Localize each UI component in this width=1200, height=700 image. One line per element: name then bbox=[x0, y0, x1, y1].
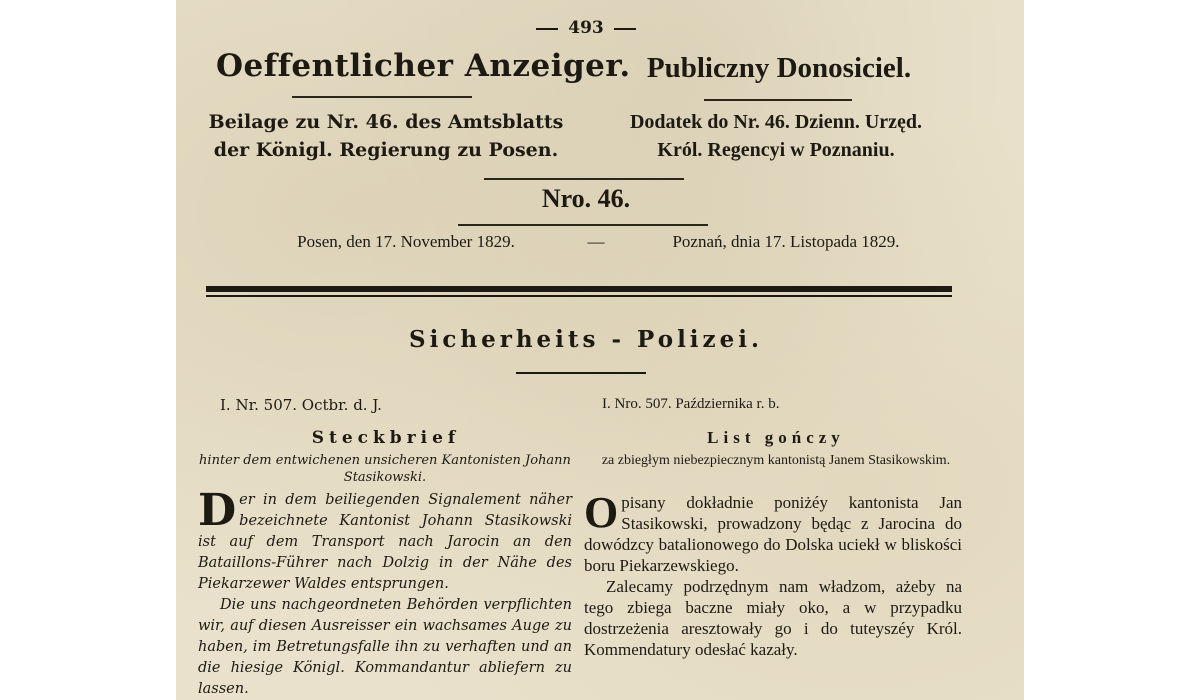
page-number bbox=[486, 18, 686, 38]
body-pl-paragraph-1: pisany dokładnie poniżéy kantonista Jan Stasikowski, prowadzony będąc z Jarocina do dowódzcy batalionowego do Dolska uciekł w bliskości boru Piekarzewskiego. bbox=[584, 493, 962, 575]
body-de-paragraph-2: Die uns nachgeordneten Behörden verpflichten wir, auf diesen Ausreisser ein wachsames Auge zu haben, im Betretungsfalle ihn zu verhaften und an die hiesige Königl. Kommandantur abliefern zu lassen. bbox=[198, 597, 572, 697]
page-number-text: 493 bbox=[568, 18, 604, 38]
article-body-polish bbox=[584, 488, 962, 660]
title-german: Oeffentlicher Anzeiger. bbox=[216, 48, 631, 84]
subtitle-polish bbox=[584, 108, 968, 164]
subtitle-de-line1: Beilage zu Nr. 46. des Amtsblatts bbox=[208, 111, 564, 133]
issue-rule-top bbox=[484, 178, 684, 180]
article-subheading-polish: za zbiegłym niebezpiecznym kantonistą Janem Stasikowskim. bbox=[601, 453, 951, 468]
dash-left bbox=[536, 28, 558, 30]
issue-rule-bottom bbox=[458, 224, 708, 226]
drop-cap-german: D bbox=[198, 485, 237, 536]
subtitle-pl-line1: Dodatek do Nr. 46. Dzienn. Urzęd. bbox=[629, 111, 923, 133]
article-body-german bbox=[198, 485, 572, 700]
masthead-thin-rule bbox=[206, 295, 952, 297]
article-heading-german: Steckbrief bbox=[311, 428, 461, 448]
title-polish: Publiczny Donosiciel. bbox=[646, 52, 912, 84]
title-rule-de bbox=[292, 96, 472, 98]
body-de-paragraph-1: er in dem beiliegenden Signalement näher bezeichnete Kantonist Johann Stasikowski ist auf dem Transport nach Jarocin an den Bataillons-Führer nach Dolzig in der Nähe des Piekarzewer Waldes entsprungen. bbox=[198, 492, 572, 592]
subtitle-pl-line2: Król. Regencyi w Poznaniu. bbox=[657, 139, 895, 161]
masthead-thick-rule bbox=[206, 286, 952, 292]
date-polish: Poznań, dnia 17. Listopada 1829. bbox=[672, 232, 900, 251]
section-rule bbox=[516, 372, 646, 374]
body-pl-paragraph-2: Zalecamy podrzędnym nam władzom, ażeby na tego zbiega baczne miały oko, a w przypadku dostrzeżenia aresztowały go i do tuteyszéy Król. Kommendatury odesłać kazały. bbox=[584, 577, 962, 659]
article-heading-polish: List gończy bbox=[707, 428, 845, 447]
newspaper-page bbox=[176, 0, 1024, 700]
subtitle-german bbox=[196, 108, 576, 164]
drop-cap-polish: O bbox=[584, 488, 619, 537]
dash-right bbox=[614, 28, 636, 30]
reference-german: I. Nr. 507. Octbr. d. J. bbox=[220, 396, 382, 414]
reference-polish: I. Nro. 507. Października r. b. bbox=[602, 396, 780, 412]
title-rule-pl bbox=[704, 99, 852, 101]
issue-number: Nro. 46. bbox=[541, 184, 631, 213]
article-subheading-german: hinter dem entwichenen unsicheren Kantonisten Johann Stasikowski. bbox=[199, 453, 571, 485]
date-german: Posen, den 17. November 1829. bbox=[297, 232, 515, 251]
date-separator: — bbox=[587, 232, 605, 251]
subtitle-de-line2: der Königl. Regierung zu Posen. bbox=[213, 139, 559, 161]
section-heading: Sicherheits - Polizei. bbox=[409, 326, 763, 353]
